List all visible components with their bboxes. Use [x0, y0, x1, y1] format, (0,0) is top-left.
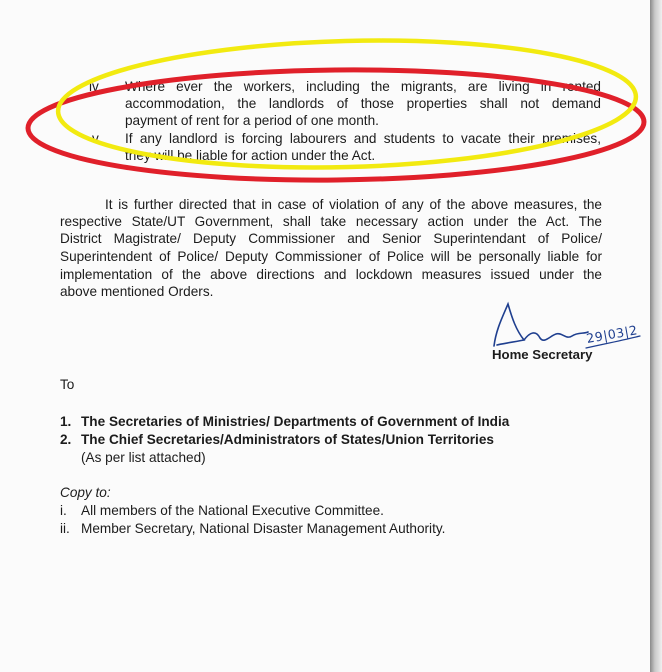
recipients-note: (As per list attached)	[81, 450, 206, 465]
item-v-line-2: they will be liable for action under the Act.	[125, 148, 376, 163]
recipient-1: The Secretaries of Ministries/ Departments of Government of India	[81, 414, 510, 429]
item-numeral-v: v.	[92, 131, 102, 146]
yellow-highlight-ellipse	[56, 33, 637, 174]
paragraph-line-3: District Magistrate/ Deputy Commissioner and Senior Superintendant of Police/	[60, 231, 602, 246]
paragraph-line-4: Superintendent of Police/ Deputy Commissioner of Police will be personally liable for	[60, 249, 602, 264]
item-numeral-iv: iv.	[89, 79, 102, 94]
copy-1: All members of the National Executive Committee.	[81, 503, 384, 518]
item-v-line-1: If any landlord is forcing labourers and students to vacate their premises,	[125, 131, 601, 146]
page-edge-shadow	[650, 0, 662, 672]
recipient-2: The Chief Secretaries/Administrators of States/Union Territories	[81, 432, 494, 447]
item-iv-line-1: Where ever the workers, including the migrants, are living in rented	[125, 79, 601, 94]
paragraph-line-2: respective State/UT Government, shall take necessary action under the Act. The	[60, 214, 602, 229]
item-iv-line-3: payment of rent for a period of one month.	[125, 113, 379, 128]
paragraph-line-1: It is further directed that in case of violation of any of the above measures, the	[105, 197, 602, 212]
date-underline	[586, 336, 640, 348]
paragraph-line-6: above mentioned Orders.	[60, 284, 214, 299]
to-label: To	[60, 377, 75, 392]
copy-2-number: ii.	[60, 521, 70, 536]
recipient-1-number: 1.	[60, 414, 72, 429]
paragraph-line-5: implementation of the above directions and lockdown measures issued under the	[60, 267, 602, 282]
copy-to-label: Copy to:	[60, 485, 111, 500]
item-iv-line-2: accommodation, the landlords of those properties shall not demand	[125, 96, 601, 111]
copy-1-number: i.	[60, 503, 67, 518]
recipient-2-number: 2.	[60, 432, 72, 447]
signature-scribble	[494, 304, 588, 346]
handwritten-date: 29|03|2	[585, 322, 639, 347]
signatory-designation: Home Secretary	[492, 347, 593, 362]
copy-2: Member Secretary, National Disaster Management Authority.	[81, 521, 446, 536]
